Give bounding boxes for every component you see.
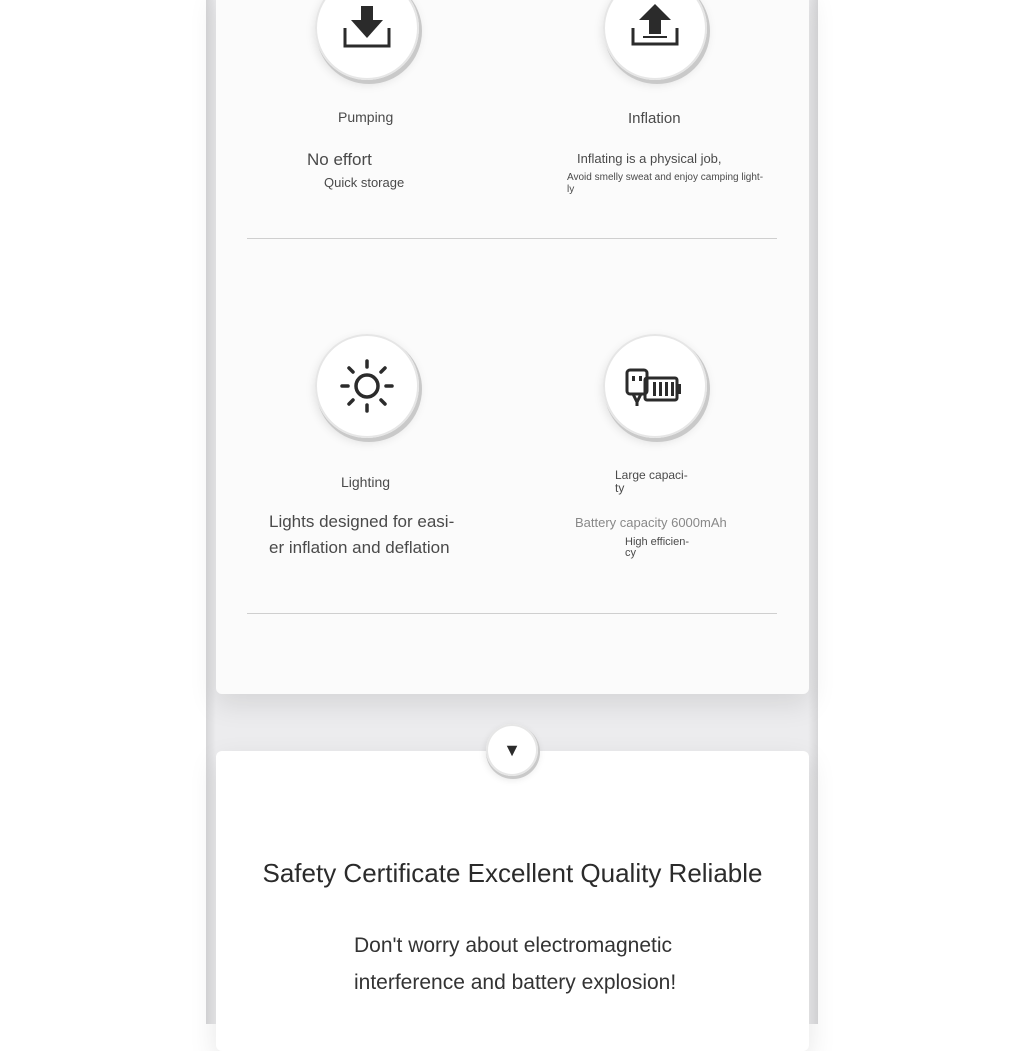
feature-line-physical-job: Inflating is a physical job, xyxy=(577,151,722,166)
feature-line-high-efficiency-cont: cy xyxy=(625,547,636,559)
usb-battery-icon xyxy=(603,334,707,438)
feature-line-lights-designed-cont: er inflation and deflation xyxy=(269,538,450,557)
feature-title-inflation: Inflation xyxy=(628,110,681,127)
section-divider xyxy=(247,238,777,239)
feature-line-lights-designed: Lights designed for easi- xyxy=(269,512,455,531)
feature-line-high-efficiency: High efficien- xyxy=(625,536,689,548)
feature-line-quick-storage: Quick storage xyxy=(324,175,405,190)
feature-line-no-effort: No effort xyxy=(307,150,372,169)
safety-body-line-1: Don't worry about electromagnetic xyxy=(354,934,672,957)
section-divider xyxy=(247,613,777,614)
safety-card xyxy=(216,751,809,1051)
feature-title-lighting: Lighting xyxy=(341,474,391,490)
safety-body-line-2: interference and battery explosion! xyxy=(354,971,677,994)
scroll-down-button[interactable] xyxy=(486,724,538,776)
feature-title-large-capacity-cont: ty xyxy=(615,481,625,495)
features-card xyxy=(216,0,809,694)
feature-title-pumping: Pumping xyxy=(338,109,394,125)
feature-title-large-capacity: Large capaci- xyxy=(615,468,688,482)
feature-line-avoid-sweat-cont: ly xyxy=(567,184,575,195)
sun-icon xyxy=(315,334,419,438)
feature-line-battery-capacity: Battery capacity 6000mAh xyxy=(575,515,727,530)
safety-heading: Safety Certificate Excellent Quality Reliable xyxy=(262,858,763,888)
triangle-down-icon: ▼ xyxy=(503,740,521,760)
feature-line-avoid-sweat: Avoid smelly sweat and enjoy camping light- xyxy=(567,172,764,183)
